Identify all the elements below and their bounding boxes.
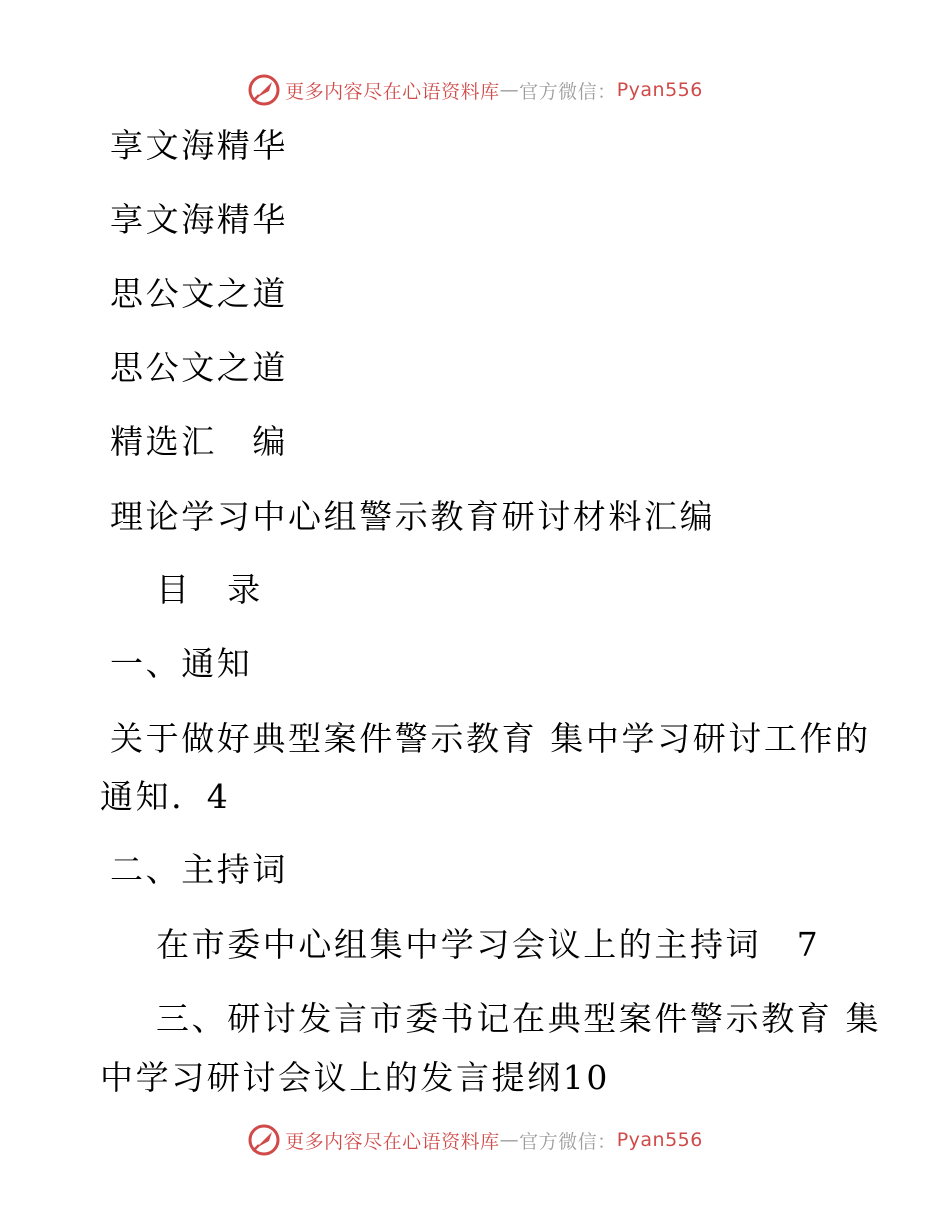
section-heading-host-speech: 二、主持词 [110,850,288,889]
watermark-wechat-label: 官方微信： [519,1130,617,1153]
text-line-2: 享文海精华 [110,200,288,239]
quill-pen-logo-icon [247,73,281,107]
text-line-5: 精选汇 编 [110,422,288,461]
document-title: 理论学习中心组警示教育研讨材料汇编 [110,497,716,536]
text-line-3: 思公文之道 [110,274,288,313]
text-line-4: 思公文之道 [110,348,288,387]
toc-heading: 目 录 [156,570,263,609]
section-heading-notice: 一、通知 [110,644,253,683]
watermark-main-text: 更多内容尽在心语资料库 [285,80,500,103]
watermark-dash: — [499,79,520,101]
text-line-1: 享文海精华 [110,126,288,165]
toc-entry-discussion-line1: 三、研讨发言市委书记在典型案件警示教育 集 [156,999,882,1038]
watermark-dash: — [499,1129,520,1151]
header-watermark-banner [0,70,950,110]
watermark-wechat-label: 官方微信： [519,80,617,103]
watermark-wechat-id: Pyan556 [616,79,703,101]
watermark-wechat-id: Pyan556 [616,1129,703,1151]
quill-pen-logo-icon [247,1123,281,1157]
toc-entry-notice-line2: 通知．4 [100,777,231,816]
watermark-main-text: 更多内容尽在心语资料库 [285,1130,500,1153]
toc-entry-discussion-line2: 中学习研讨会议上的发言提纲10 [100,1058,610,1097]
footer-watermark-banner [0,1120,950,1160]
toc-entry-host-speech: 在市委中心组集中学习会议上的主持词 7 [156,925,821,964]
toc-entry-notice-line1: 关于做好典型案件警示教育 集中学习研讨工作的 [110,719,871,758]
